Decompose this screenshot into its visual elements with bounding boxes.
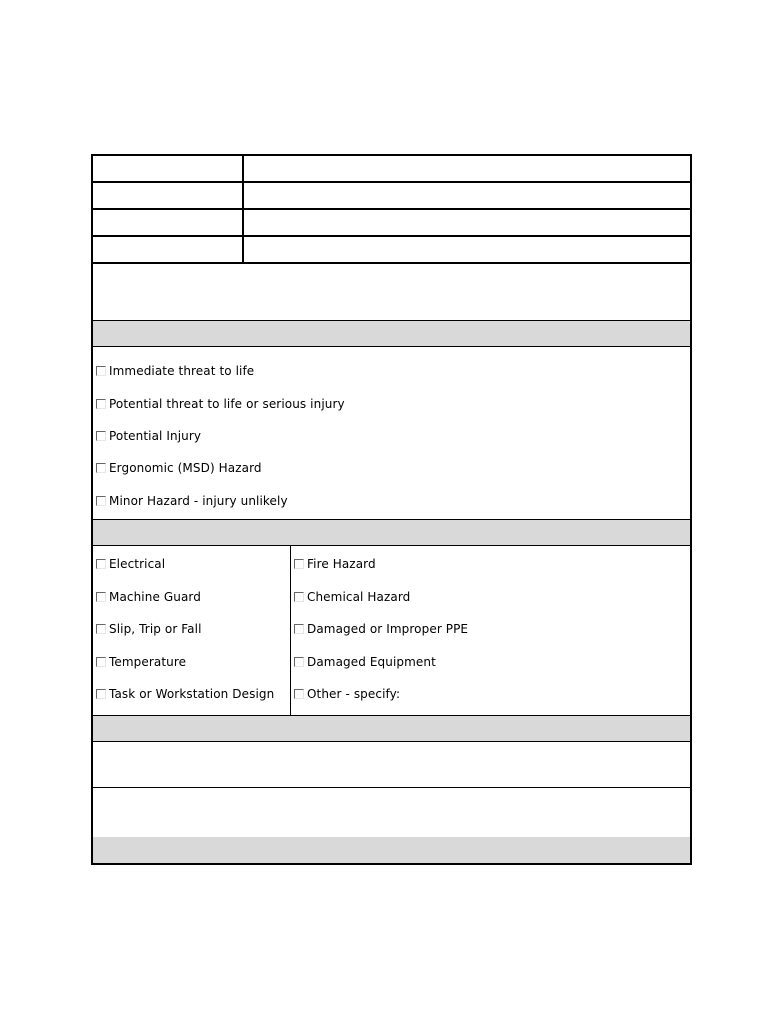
severity-option-potential-threat[interactable] — [96, 387, 690, 419]
checkbox-icon[interactable] — [96, 496, 106, 506]
hazard-type-label: Temperature — [109, 654, 187, 669]
hazard-type-other[interactable] — [294, 678, 690, 711]
hazard-type-electrical[interactable] — [96, 548, 290, 581]
checkbox-icon[interactable] — [96, 559, 106, 569]
checkbox-icon[interactable] — [96, 463, 106, 473]
checkbox-icon[interactable] — [96, 366, 106, 376]
description-field[interactable] — [93, 264, 690, 321]
header-value-field-3[interactable] — [244, 210, 690, 235]
header-value-field-2[interactable] — [244, 183, 690, 208]
corrective-action-field[interactable] — [93, 788, 690, 837]
hazard-type-label: Electrical — [109, 557, 166, 572]
checkbox-icon[interactable] — [294, 689, 304, 699]
details-section-header — [93, 716, 690, 742]
header-row-3 — [93, 210, 690, 237]
header-value-field-4[interactable] — [244, 237, 690, 262]
hazard-type-section-header — [93, 520, 690, 546]
severity-option-label: Minor Hazard - injury unlikely — [109, 493, 288, 508]
checkbox-icon[interactable] — [294, 592, 304, 602]
checkbox-icon[interactable] — [96, 689, 106, 699]
checkbox-icon[interactable] — [96, 624, 106, 634]
hazard-type-label: Slip, Trip or Fall — [109, 622, 202, 637]
hazard-type-machine-guard[interactable] — [96, 580, 290, 613]
hazard-type-label: Task or Workstation Design — [109, 687, 275, 702]
footer-band — [93, 837, 690, 863]
hazard-type-label: Machine Guard — [109, 589, 201, 604]
severity-options — [93, 347, 690, 520]
header-row-1 — [93, 156, 690, 183]
severity-option-immediate-threat[interactable] — [96, 355, 690, 387]
checkbox-icon[interactable] — [96, 592, 106, 602]
severity-option-label: Ergonomic (MSD) Hazard — [109, 461, 262, 476]
checkbox-icon[interactable] — [294, 657, 304, 667]
hazard-type-temperature[interactable] — [96, 645, 290, 678]
header-label-cell-3 — [93, 210, 244, 235]
hazard-type-options — [93, 546, 690, 717]
hazard-type-column-right — [291, 546, 690, 716]
severity-option-label: Immediate threat to life — [109, 364, 255, 379]
hazard-type-label: Chemical Hazard — [307, 589, 411, 604]
severity-option-label: Potential Injury — [109, 428, 202, 443]
severity-option-minor-hazard[interactable] — [96, 485, 690, 517]
hazard-type-fire[interactable] — [294, 548, 690, 581]
checkbox-icon[interactable] — [96, 431, 106, 441]
checkbox-icon[interactable] — [96, 657, 106, 667]
hazard-type-label: Other - specify: — [307, 687, 401, 702]
header-row-2 — [93, 183, 690, 210]
hazard-type-damaged-equipment[interactable] — [294, 645, 690, 678]
header-label-cell-2 — [93, 183, 244, 208]
hazard-type-column-left — [93, 546, 291, 716]
severity-option-ergonomic[interactable] — [96, 452, 690, 484]
hazard-type-task-design[interactable] — [96, 678, 290, 711]
checkbox-icon[interactable] — [96, 399, 106, 409]
checkbox-icon[interactable] — [294, 624, 304, 634]
severity-option-potential-injury[interactable] — [96, 420, 690, 452]
details-field[interactable] — [93, 742, 690, 788]
hazard-report-form — [91, 154, 692, 865]
hazard-type-label: Damaged or Improper PPE — [307, 622, 469, 637]
checkbox-icon[interactable] — [294, 559, 304, 569]
hazard-type-label: Fire Hazard — [307, 557, 376, 572]
severity-option-label: Potential threat to life or serious injury — [109, 396, 345, 411]
header-row-4 — [93, 237, 690, 264]
hazard-type-label: Damaged Equipment — [307, 654, 436, 669]
header-value-field-1[interactable] — [244, 156, 690, 181]
hazard-type-chemical[interactable] — [294, 580, 690, 613]
severity-section-header — [93, 321, 690, 347]
header-label-cell-4 — [93, 237, 244, 262]
header-label-cell-1 — [93, 156, 244, 181]
hazard-type-ppe[interactable] — [294, 613, 690, 646]
hazard-type-slip-trip-fall[interactable] — [96, 613, 290, 646]
